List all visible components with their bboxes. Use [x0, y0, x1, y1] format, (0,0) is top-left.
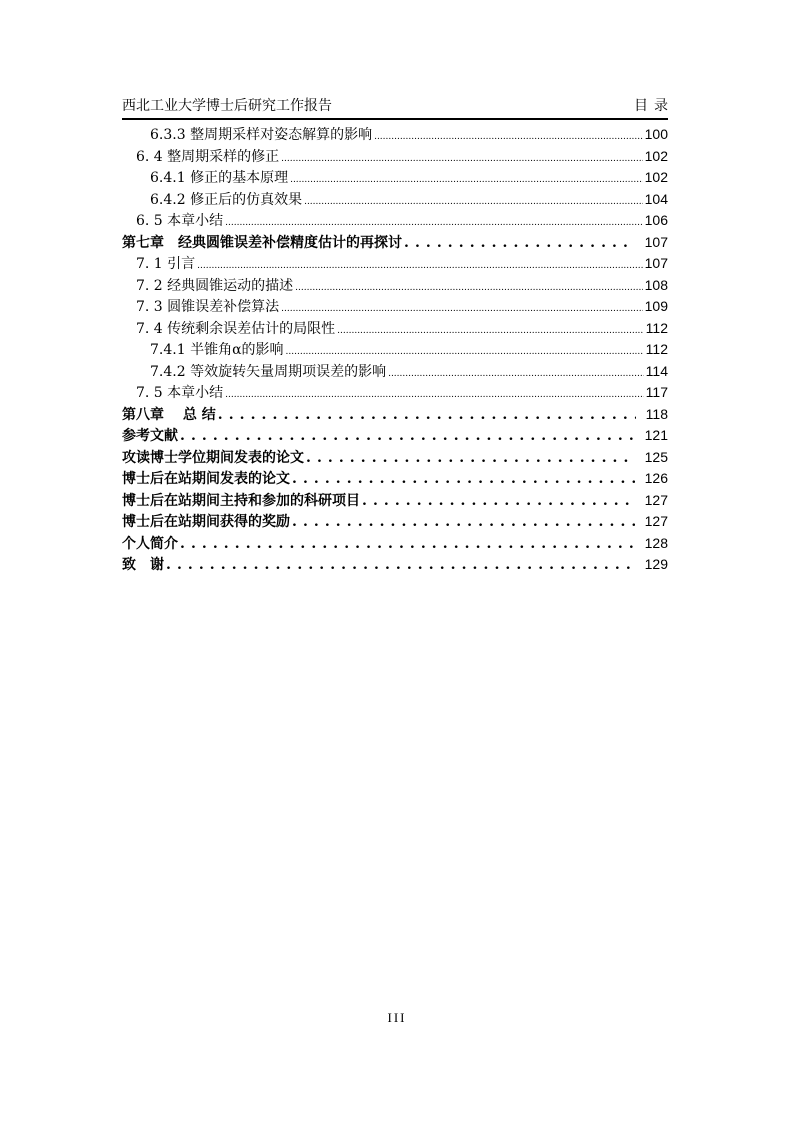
toc-entry-title: 6.3.3 整周期采样对姿态解算的影响: [150, 127, 373, 143]
toc-section-entry[interactable]: [122, 361, 668, 383]
toc-chapter-entry[interactable]: [122, 533, 668, 555]
toc-entry-page: 128: [644, 534, 668, 551]
toc-entry-title: 博士后在站期间发表的论文: [122, 471, 290, 487]
toc-section-entry[interactable]: [122, 253, 668, 275]
toc-entry-page: 102: [644, 169, 668, 185]
toc-section-entry[interactable]: [122, 318, 668, 340]
dot-leader: [180, 534, 635, 556]
toc-entry-page: 107: [644, 233, 668, 250]
toc-entry-page: 117: [645, 384, 668, 400]
toc-entry-page: 112: [645, 341, 668, 357]
toc-entry-page: 126: [644, 470, 668, 486]
dot-leader: [292, 469, 635, 491]
header-section: 目录: [634, 98, 674, 114]
toc-entry-title: 第七章 经典圆锥误差补偿精度估计的再探讨: [122, 234, 402, 251]
dot-leader: [292, 512, 635, 534]
toc-chapter-entry[interactable]: [122, 468, 668, 490]
toc-section-entry[interactable]: [122, 275, 668, 297]
toc-entry-page: 129: [644, 556, 668, 572]
page-number: III: [387, 1010, 407, 1025]
dot-leader: [180, 426, 635, 448]
toc-entry-title: 6.4.2 修正后的仿真效果: [150, 191, 303, 208]
toc-entry-title: 6. 5 本章小结: [136, 213, 224, 229]
dot-leader: [362, 491, 635, 513]
toc-entry-page: 106: [644, 212, 668, 228]
toc-entry-page: 112: [645, 319, 668, 336]
toc-entry-title: 7. 3 圆锥误差补偿算法: [136, 299, 280, 315]
toc-entry-title: 7.4.1 半锥角α的影响: [150, 342, 284, 358]
toc-entry-title: 6.4.1 修正的基本原理: [150, 170, 289, 186]
toc-entry-title: 攻读博士学位期间发表的论文: [122, 449, 304, 466]
toc-section-entry[interactable]: [122, 296, 668, 318]
toc-entry-page: 104: [644, 190, 668, 207]
toc-section-entry[interactable]: [122, 339, 668, 361]
toc-chapter-entry[interactable]: [122, 490, 668, 512]
toc-entry-title: 7.4.2 等效旋转矢量周期项误差的影响: [150, 363, 387, 380]
toc-entry-title: 7. 2 经典圆锥运动的描述: [136, 277, 294, 294]
toc-entry-page: 108: [644, 276, 668, 293]
toc-chapter-entry[interactable]: [122, 232, 668, 254]
toc-entry-title: 7. 5 本章小结: [136, 385, 224, 401]
toc-entry-page: 109: [644, 298, 668, 314]
toc-section-entry[interactable]: [122, 167, 668, 189]
toc-chapter-entry[interactable]: [122, 447, 668, 469]
toc-section-entry[interactable]: [122, 124, 668, 146]
toc-chapter-entry[interactable]: [122, 554, 668, 576]
header-title: 西北工业大学博士后研究工作报告: [122, 98, 332, 114]
toc-entry-title: 博士后在站期间获得的奖励: [122, 514, 290, 530]
toc-entry-title: 致 谢: [122, 557, 164, 573]
toc-entry-title: 6. 4 整周期采样的修正: [136, 148, 280, 165]
dot-leader: [306, 448, 635, 470]
toc-entry-title: 第八章 总 结: [122, 406, 216, 423]
toc-entry-page: 121: [644, 427, 668, 443]
dot-leader: [404, 233, 635, 255]
toc-entry-page: 100: [644, 126, 668, 142]
toc-entry-page: 125: [644, 448, 668, 465]
toc-section-entry[interactable]: [122, 210, 668, 232]
toc-chapter-entry[interactable]: [122, 425, 668, 447]
toc-section-entry[interactable]: [122, 189, 668, 211]
dot-leader: [166, 555, 635, 577]
toc-entry-page: 118: [645, 405, 668, 422]
toc-entry-title: 参考文献: [122, 428, 178, 444]
toc-chapter-entry[interactable]: [122, 511, 668, 533]
toc-entry-title: 个人简介: [122, 535, 178, 552]
toc-entry-page: 127: [644, 513, 668, 529]
toc-entry-title: 7. 1 引言: [136, 256, 196, 272]
toc-entry-title: 7. 4 传统剩余误差估计的局限性: [136, 320, 336, 337]
toc-section-entry[interactable]: [122, 382, 668, 404]
toc-chapter-entry[interactable]: [122, 404, 668, 426]
toc-entry-page: 107: [644, 255, 668, 271]
toc-entry-title: 博士后在站期间主持和参加的科研项目: [122, 492, 360, 509]
running-header: [122, 96, 674, 120]
toc-section-entry[interactable]: [122, 146, 668, 168]
dot-leader: [218, 405, 636, 427]
toc-entry-page: 127: [644, 491, 668, 508]
toc-entry-page: 102: [644, 147, 668, 164]
table-of-contents: [122, 124, 668, 576]
toc-entry-page: 114: [645, 362, 668, 379]
